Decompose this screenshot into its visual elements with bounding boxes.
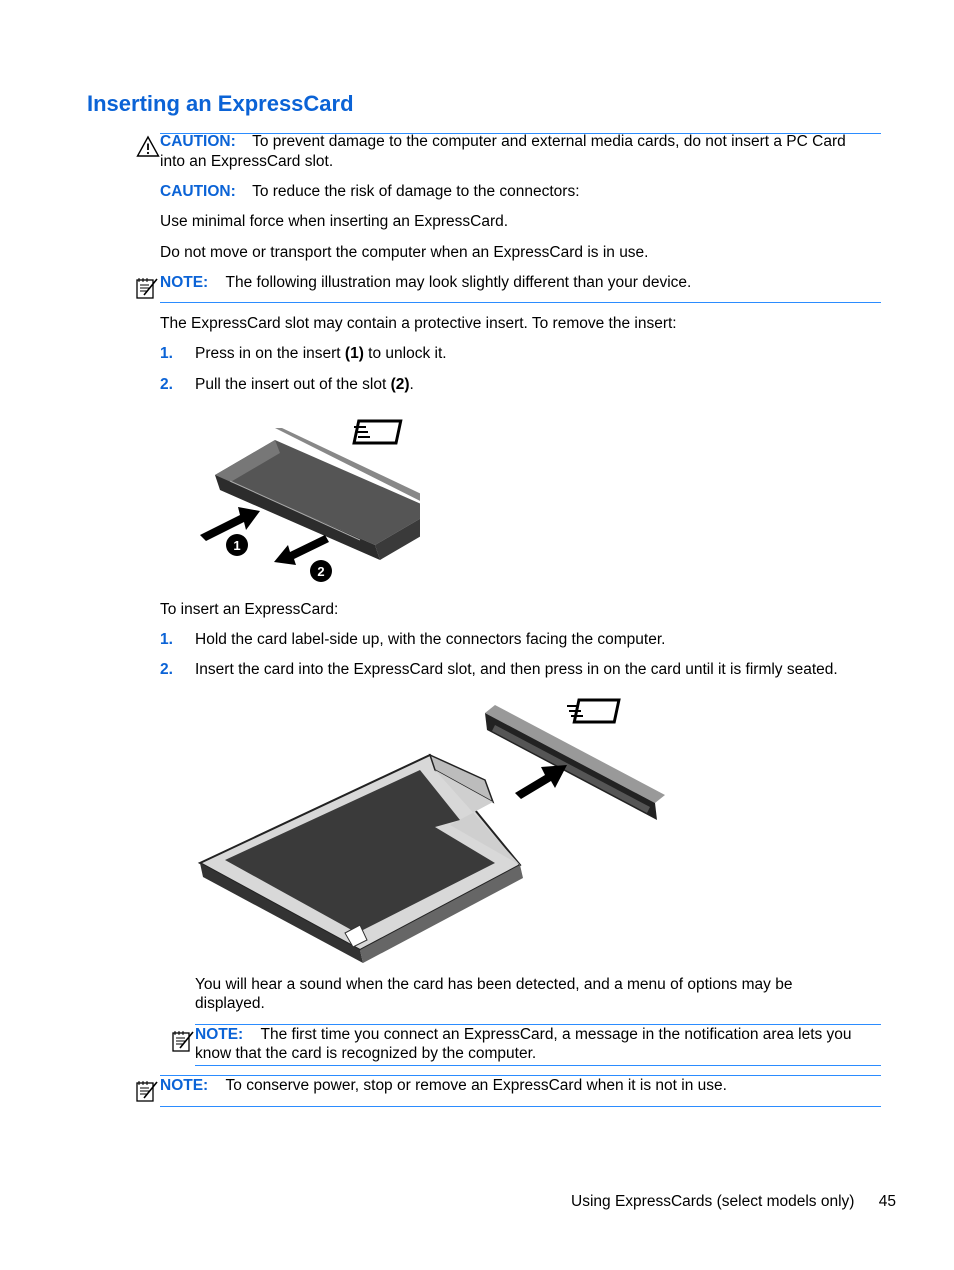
note-bottom-rule	[160, 302, 881, 303]
note-text: The first time you connect an ExpressCard, a message in the notification area lets you	[260, 1026, 852, 1043]
list-item	[160, 344, 173, 364]
caution-text: To reduce the risk of damage to the connectors:	[252, 183, 580, 200]
paragraph-sound: You will hear a sound when the card has been detected, and a menu of options may be	[195, 976, 793, 993]
footer-section-title: Using ExpressCards (select models only)	[571, 1193, 855, 1210]
card-insertion-illustration	[195, 695, 670, 965]
step-text: Insert the card into the ExpressCard slot, and then press in on the card until it is firmly seated.	[195, 661, 838, 678]
note-label: NOTE:	[160, 1077, 209, 1094]
callout-1: 1	[233, 538, 241, 553]
paragraph-protective-insert: The ExpressCard slot may contain a protective insert. To remove the insert:	[160, 315, 677, 332]
list-item	[160, 375, 173, 395]
paragraph-minimal-force: Use minimal force when inserting an ExpressCard.	[160, 213, 509, 230]
note-icon	[135, 276, 159, 300]
note-label: NOTE:	[195, 1026, 244, 1043]
note-icon	[135, 1079, 159, 1103]
paragraph-do-not-move: Do not move or transport the computer when an ExpressCard is in use.	[160, 244, 649, 261]
note-bottom-rule	[195, 1065, 881, 1066]
step-text: Press in on the insert (1) to unlock it.	[195, 345, 447, 362]
caution-text: To prevent damage to the computer and external media cards, do not insert a PC Card	[252, 133, 846, 150]
callout-2: 2	[317, 564, 325, 579]
note-icon	[171, 1029, 195, 1053]
step-number: 1.	[160, 631, 173, 648]
note-text: The following illustration may look slightly different than your device.	[225, 274, 692, 291]
page-number: 45	[878, 1193, 896, 1210]
caution-icon	[136, 135, 160, 159]
caution-text-cont: into an ExpressCard slot.	[160, 153, 334, 170]
note-label: NOTE:	[160, 274, 209, 291]
step-text: Hold the card label-side up, with the connectors facing the computer.	[195, 631, 666, 648]
note-bottom-rule	[160, 1106, 881, 1107]
insert-removal-illustration	[190, 415, 420, 587]
page-title: Inserting an ExpressCard	[87, 91, 354, 116]
paragraph-sound-cont: displayed.	[195, 995, 265, 1012]
step-number: 1.	[160, 345, 173, 362]
step-text: Pull the insert out of the slot (2).	[195, 376, 414, 393]
expresscard-slot-icon	[354, 421, 401, 443]
note-text-cont: know that the card is recognized by the computer.	[195, 1045, 537, 1062]
step-number: 2.	[160, 376, 173, 393]
paragraph-to-insert: To insert an ExpressCard:	[160, 601, 339, 618]
caution-label: CAUTION:	[160, 133, 236, 150]
caution-label: CAUTION:	[160, 183, 236, 200]
note-text: To conserve power, stop or remove an ExpressCard when it is not in use.	[225, 1077, 727, 1094]
page-footer	[571, 1192, 896, 1212]
expresscard-slot-icon	[567, 700, 619, 722]
step-number: 2.	[160, 661, 173, 678]
